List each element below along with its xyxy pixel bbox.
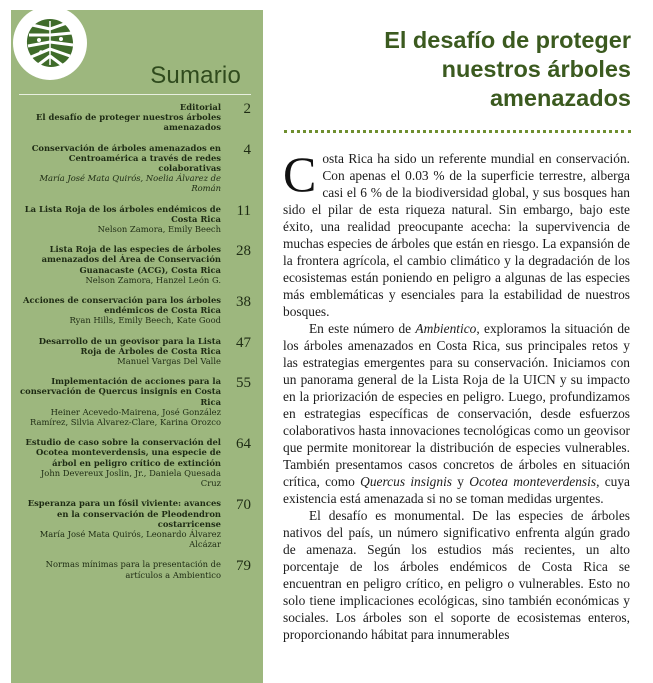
toc-item-acciones-conservacion[interactable] [19, 295, 255, 326]
toc-title: Implementación de acciones para la conservación de Quercus insignis en Costa Rica [20, 376, 221, 407]
drop-cap: C [283, 146, 317, 202]
toc-page-number: 70 [236, 497, 251, 514]
toc-title: Acciones de conservación para los árboles endémicos de Costa Rica [23, 295, 221, 316]
toc-authors: Manuel Vargas Del Valle [117, 356, 221, 367]
title-line: nuestros árboles [441, 56, 631, 82]
toc-page-number: 47 [236, 334, 251, 351]
toc-authors: María José Mata Quirós, Noelia Álvarez de Román [39, 173, 221, 194]
toc-item-redes-colaborativas[interactable] [19, 143, 255, 194]
toc-item-geovisor[interactable] [19, 336, 255, 367]
toc-authors: Nelson Zamora, Emily Beech [97, 224, 221, 235]
toc-item-lista-roja-endemicos[interactable] [19, 204, 255, 235]
toc-page-number: 11 [236, 202, 251, 219]
paragraph-text: y [452, 474, 470, 489]
toc-item-lista-roja-acg[interactable] [19, 244, 255, 285]
summary-sidebar [11, 10, 263, 683]
toc-page-number: 2 [243, 101, 251, 117]
toc-page-number: 55 [236, 375, 251, 392]
logo [13, 6, 87, 80]
table-of-contents [19, 102, 255, 590]
toc-item-editorial[interactable] [19, 102, 255, 133]
species-name: Ocotea monteverdensis [469, 474, 597, 489]
toc-item-quercus-insignis[interactable] [19, 376, 255, 427]
title-divider [284, 130, 631, 133]
toc-page-number: 64 [236, 436, 251, 453]
paragraph [283, 146, 630, 320]
summary-divider [19, 94, 251, 95]
species-name: Quercus insignis [360, 474, 452, 489]
toc-authors: Nelson Zamora, Hanzel León G. [85, 274, 221, 285]
article-title [290, 26, 631, 113]
toc-page-number: 79 [236, 558, 251, 575]
paragraph-text: osta Rica ha sido un referente mundial en conservación. Con apenas el 0.03 % de la superficie terrestre, alberga casi el 6 % de la biodiversidad global, y sus bosques han sido el pilar de esta riqueza natural. Sin embargo, bajo este éxito, una realidad preocupante acecha: la supervivencia de muchas especies de árboles que están en riesgo. La expansión de la frontera agrícola, el cambio climático y la degradación de los ecosistemas están poniendo en peligro a algunas de las especies más emblemáticas y esenciales para la estabilidad de nuestros bosques. [283, 151, 630, 319]
paragraph-text: , cuya existencia está amenazada si no se toman medidas urgentes. [283, 474, 631, 506]
paragraph [283, 320, 630, 507]
summary-heading: Sumario [150, 62, 241, 89]
toc-authors: John Devereux Joslin, Jr., Daniela Quesada Cruz [40, 467, 221, 489]
monstera-leaf-icon [20, 13, 80, 73]
toc-title: Desarrollo de un geovisor para la Lista Roja de Árboles de Costa Rica [38, 335, 221, 356]
title-line: amenazados [489, 85, 631, 111]
toc-page-number: 38 [236, 294, 251, 311]
article-body [283, 146, 631, 643]
toc-page-number: 4 [243, 141, 251, 158]
toc-item-ocotea-monteverdensis[interactable] [19, 437, 255, 488]
toc-title: Estudio de caso sobre la conservación del Ocotea monteverdensis, una especie de árbol en peligro crítico de extinción [25, 437, 221, 468]
magazine-name: Ambientico [415, 321, 477, 336]
toc-item-fosil-viviente[interactable] [19, 498, 255, 549]
toc-authors: Ryan Hills, Emily Beech, Kate Good [69, 315, 221, 326]
toc-item-normas[interactable] [19, 559, 255, 579]
toc-title: La Lista Roja de los árboles endémicos de Costa Rica [24, 203, 221, 224]
toc-authors: Normas mínimas para la presentación de artículos a Ambientico [45, 559, 221, 580]
toc-title: Conservación de árboles amenazados en Centroamérica a través de redes colaborativas [31, 142, 221, 174]
paragraph-text: En este número de [309, 321, 416, 336]
paragraph-text: , exploramos la situación de los árboles amenazados en Costa Rica, sus principales retos y las estrategias emergentes para su conservación. Iniciamos con un panorama general de la Lista Roja de la UICN y su impacto en la priorización de especies en peligro. Luego, profundizamos en estrategias específicas de conservación, desde esfuerzos colaborativos hasta innovaciones tecnológicas como un geovisor que permite monitorear la distribución de especies vulnerables. También presentamos casos concretos de árboles en situación crítica, como [283, 321, 630, 489]
toc-authors: Heiner Acevedo-Mairena, José González Ramírez, Silvia Alvarez-Clare, Karina Orozco [29, 406, 221, 428]
paragraph [283, 507, 630, 643]
toc-authors: María José Mata Quirós, Leonardo Álvarez Alcázar [39, 528, 221, 550]
toc-title: Esperanza para un fósil viviente: avances en la conservación de Pleodendron costarricense [27, 498, 221, 529]
toc-title: Editorial El desafío de proteger nuestros árboles amenazados [36, 102, 221, 133]
paragraph-text: El desafío es monumental. De las especies de árboles nativos del país, un número significativo enfrenta algún grado de amenaza. Según los estudios más recientes, un alto porcentaje de los árboles endémicos de Costa Rica se encuentran en peligro crítico, en peligro o vulnerables. Esto no solo tiene implicaciones ecológicas, sino también económicas y sociales. Los árboles son el soporte de ecosistemas enteros, proporcionando hábitat para innumerables [283, 508, 630, 642]
toc-page-number: 28 [236, 243, 251, 260]
title-line: El desafío de proteger [384, 27, 631, 53]
toc-title: Lista Roja de las especies de árboles amenazados del Área de Conservación Guanacaste (ACG), Costa Rica [41, 244, 221, 275]
